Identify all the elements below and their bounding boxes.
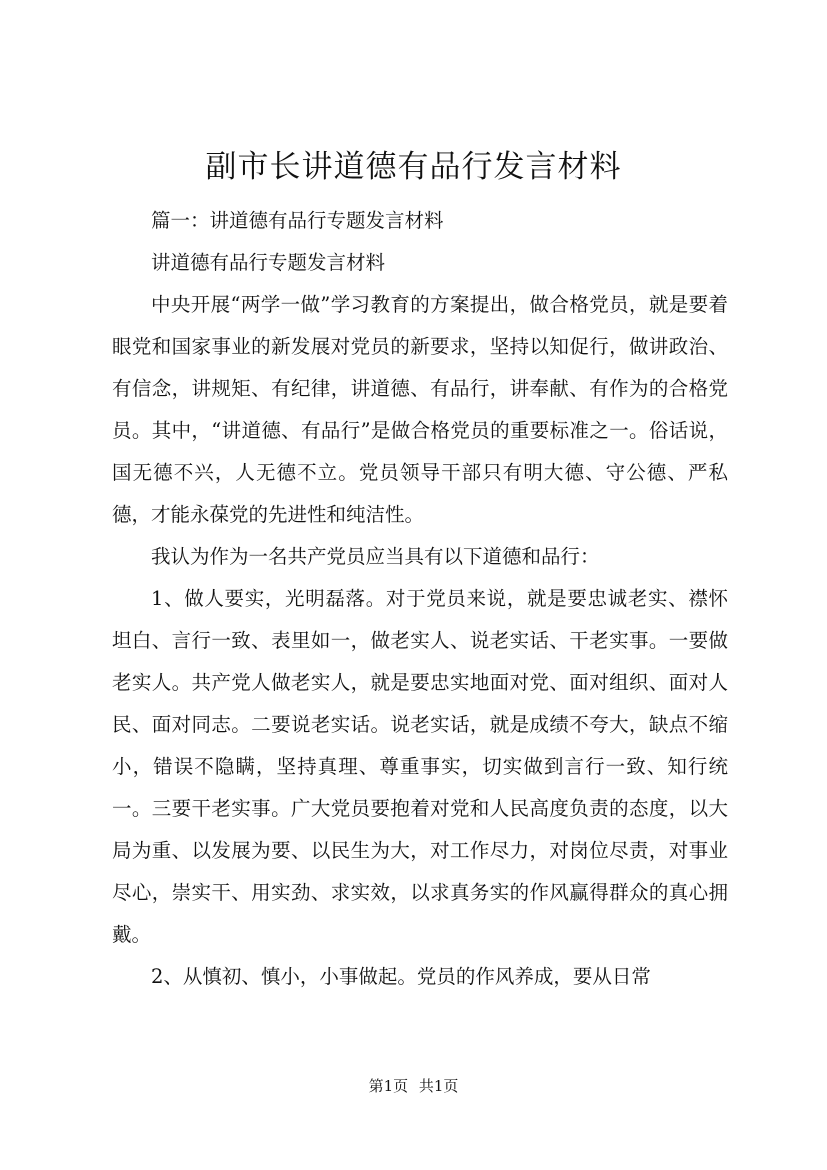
page-footer xyxy=(0,1076,827,1096)
page-number: 第1页 xyxy=(368,1077,409,1095)
body-paragraph: 中央开展“两学一做”学习教育的方案提出，做合格党员，就是要着眼党和国家事业的新发展对党员的新要求，坚持以知促行，做讲政治、有信念，讲规矩、有纪律，讲道德、有品行，讲奉献、有作为的合格党员。其中，“讲道德、有品行”是做合格党员的重要标准之一。俗话说，国无德不兴，人无德不立。党员领导干部只有明大德、守公德、严私德，才能永葆党的先进性和纯洁性。 xyxy=(112,293,728,526)
section-heading: 篇一：讲道德有品行专题发言材料 xyxy=(151,209,444,232)
body-paragraph: 我认为作为一名共产党员应当具有以下道德和品行： xyxy=(151,545,600,568)
document-body xyxy=(112,200,728,998)
document-title: 副市长讲道德有品行发言材料 xyxy=(205,149,622,185)
body-paragraph: 2、从慎初、慎小，小事做起。党员的作风养成，要从日常 xyxy=(151,965,651,988)
body-paragraph: 1、做人要实，光明磊落。对于党员来说，就是要忠诚老实、襟怀坦白、言行一致、表里如一，做老实人、说老实话、干老实事。一要做老实人。共产党人做老实人，就是要忠实地面对党、面对组织、面对人民、面对同志。二要说老实话。说老实话，就是成绩不夸大，缺点不缩小，错误不隐瞒，坚持真理、尊重事实，切实做到言行一致、知行统一。三要干老实事。广大党员要抱着对党和人民高度负责的态度，以大局为重、以发展为要、以民生为大，对工作尽力，对岗位尽责，对事业尽心，崇实干、用实劲、求实效，以求真务实的作风赢得群众的真心拥戴。 xyxy=(112,587,728,946)
page-total: 共1页 xyxy=(418,1077,459,1095)
subsection-heading: 讲道德有品行专题发言材料 xyxy=(151,251,386,274)
